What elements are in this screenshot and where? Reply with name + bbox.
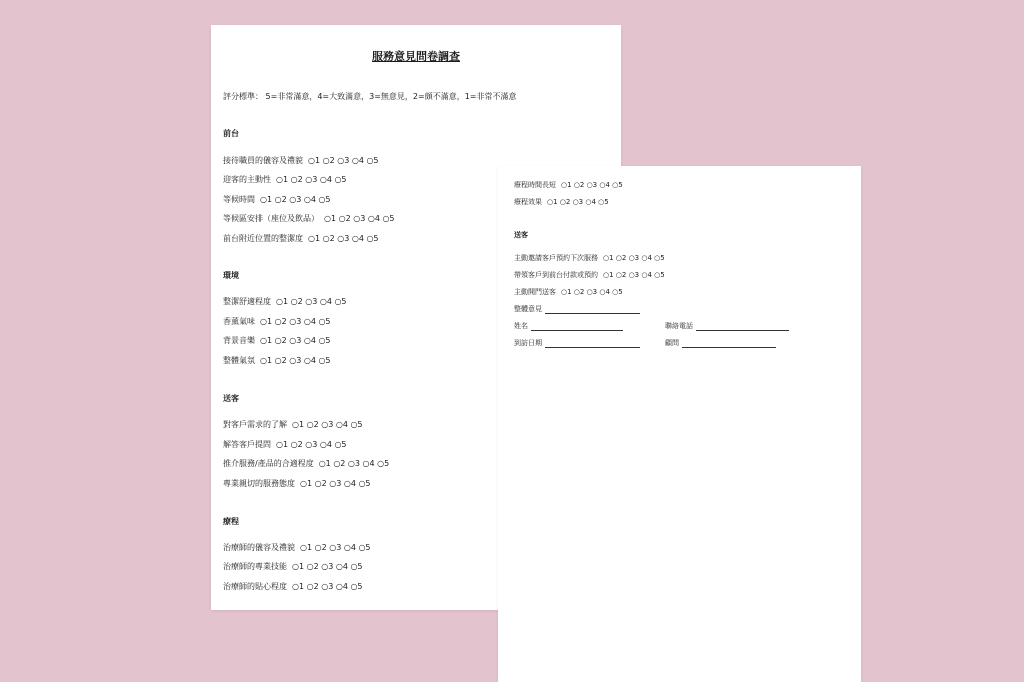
- question-label: 接待職員的儀容及禮貌: [223, 156, 303, 165]
- question-label: 推介服務/產品的合適程度: [223, 459, 314, 468]
- rating-scale-text: 評分標準： 5=非常滿意，4=大致滿意，3=無意見，2=頗不滿意，1=非常不滿意: [223, 92, 517, 101]
- section-heading-farewell: 送客: [223, 394, 239, 403]
- rating-options[interactable]: ○1 ○2 ○3 ○4 ○5: [318, 459, 390, 468]
- question-label: 治療師的貼心程度: [223, 582, 287, 591]
- phone-field[interactable]: [665, 322, 789, 331]
- rating-options[interactable]: ○1 ○2 ○3 ○4 ○5: [260, 195, 331, 204]
- question-label: 迎客的主動性: [223, 175, 271, 184]
- section-heading-environment: 環境: [223, 271, 239, 280]
- question-row: [223, 420, 363, 430]
- name-line[interactable]: [531, 322, 623, 331]
- question-row: [223, 356, 331, 366]
- question-label: 主動開門送客: [514, 288, 556, 296]
- section-heading-farewell: 送客: [514, 231, 528, 239]
- question-row: [223, 459, 389, 469]
- rating-options[interactable]: ○1 ○2 ○3 ○4 ○5: [260, 336, 331, 345]
- question-row: [223, 317, 331, 327]
- question-row: [514, 288, 623, 297]
- rating-options[interactable]: ○1 ○2 ○3 ○4 ○5: [276, 175, 347, 184]
- question-label: 療程效果: [514, 198, 542, 206]
- question-label: 專業親切的服務態度: [223, 479, 295, 488]
- overall-comment-label: 整體意見: [514, 305, 542, 313]
- rating-options[interactable]: ○1 ○2 ○3 ○4 ○5: [603, 271, 665, 279]
- page-title: 服務意見問卷調查: [372, 50, 460, 63]
- question-row: [514, 198, 609, 207]
- question-row: [223, 175, 347, 185]
- question-row: [223, 195, 331, 205]
- question-row: [223, 479, 371, 489]
- overall-comment-field[interactable]: [514, 305, 640, 314]
- consultant-line[interactable]: [682, 339, 776, 348]
- question-row: [223, 297, 347, 307]
- rating-options[interactable]: ○1 ○2 ○3 ○4 ○5: [300, 543, 371, 552]
- question-row: [223, 234, 379, 244]
- rating-options[interactable]: ○1 ○2 ○3 ○4 ○5: [324, 214, 395, 223]
- question-label: 解答客戶提問: [223, 440, 271, 449]
- section-heading-treatment: 療程: [223, 517, 239, 526]
- question-row: [514, 181, 623, 190]
- rating-options[interactable]: ○1 ○2 ○3 ○4 ○5: [561, 181, 623, 189]
- question-label: 等候時間: [223, 195, 255, 204]
- question-label: 整體氣氛: [223, 356, 255, 365]
- rating-options[interactable]: ○1 ○2 ○3 ○4 ○5: [308, 234, 379, 243]
- question-label: 治療師的儀容及禮貌: [223, 543, 295, 552]
- question-row: [223, 543, 371, 553]
- rating-options[interactable]: ○1 ○2 ○3 ○4 ○5: [276, 440, 347, 449]
- rating-options[interactable]: ○1 ○2 ○3 ○4 ○5: [603, 254, 665, 262]
- name-label: 姓名: [514, 322, 528, 330]
- question-row: [514, 254, 665, 263]
- question-row: [223, 582, 363, 592]
- rating-options[interactable]: ○1 ○2 ○3 ○4 ○5: [276, 297, 347, 306]
- rating-options[interactable]: ○1 ○2 ○3 ○4 ○5: [292, 562, 363, 571]
- question-label: 治療師的專業技能: [223, 562, 287, 571]
- rating-options[interactable]: ○1 ○2 ○3 ○4 ○5: [308, 156, 379, 165]
- overall-comment-line[interactable]: [545, 305, 640, 314]
- visit-date-field[interactable]: [514, 339, 640, 348]
- question-label: 對客戶需求的了解: [223, 420, 287, 429]
- rating-options[interactable]: ○1 ○2 ○3 ○4 ○5: [260, 356, 331, 365]
- phone-label: 聯絡電話: [665, 322, 693, 330]
- question-row: [514, 271, 665, 280]
- question-label: 前台附近位置的整潔度: [223, 234, 303, 243]
- rating-options[interactable]: ○1 ○2 ○3 ○4 ○5: [300, 479, 371, 488]
- rating-options[interactable]: ○1 ○2 ○3 ○4 ○5: [292, 582, 363, 591]
- question-label: 等候區安排（座位及飲品）: [223, 214, 319, 223]
- question-row: [223, 562, 363, 572]
- visit-date-line[interactable]: [545, 339, 640, 348]
- question-label: 香薰氣味: [223, 317, 255, 326]
- question-label: 整潔舒適程度: [223, 297, 271, 306]
- rating-options[interactable]: ○1 ○2 ○3 ○4 ○5: [260, 317, 331, 326]
- question-row: [223, 336, 331, 346]
- section-heading-front-desk: 前台: [223, 129, 239, 138]
- question-row: [223, 156, 379, 166]
- question-label: 帶領客戶到前台付款或預約: [514, 271, 598, 279]
- survey-page-2: [498, 166, 861, 682]
- rating-options[interactable]: ○1 ○2 ○3 ○4 ○5: [292, 420, 363, 429]
- consultant-field[interactable]: [665, 339, 776, 348]
- consultant-label: 顧問: [665, 339, 679, 347]
- question-label: 背景音樂: [223, 336, 255, 345]
- question-row: [223, 214, 395, 224]
- question-label: 主動邀請客戶預約下次服務: [514, 254, 598, 262]
- visit-date-label: 到訪日期: [514, 339, 542, 347]
- phone-line[interactable]: [696, 322, 789, 331]
- question-row: [223, 440, 347, 450]
- rating-options[interactable]: ○1 ○2 ○3 ○4 ○5: [547, 198, 609, 206]
- rating-options[interactable]: ○1 ○2 ○3 ○4 ○5: [561, 288, 623, 296]
- name-field[interactable]: [514, 322, 623, 331]
- question-label: 療程時間長短: [514, 181, 556, 189]
